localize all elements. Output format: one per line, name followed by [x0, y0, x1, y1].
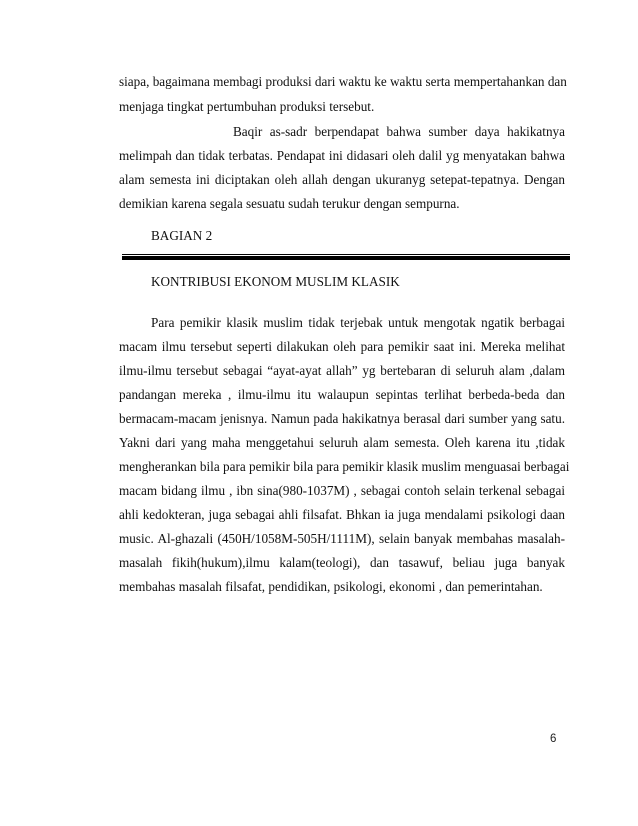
paragraph3-line: mengherankan bila para pemikir bila para pemikir klasik muslim menguasai berbagai [119, 459, 570, 474]
section-divider-thin [122, 254, 570, 255]
page-number: 6 [550, 733, 557, 745]
paragraph1-line-1: siapa, bagaimana membagi produksi dari waktu ke waktu serta mempertahankan dan [119, 74, 567, 89]
paragraph3-line: macam ilmu tersebut seperti dilakukan oleh para pemikir saat ini. Mereka melihat [119, 339, 565, 354]
paragraph2-first-line: Baqir as-sadr berpendapat bahwa sumber daya hakikatnya [233, 124, 565, 139]
paragraph3-line: music. Al-ghazali (450H/1058M-505H/1111M), selain banyak membahas masalah- [119, 531, 565, 546]
paragraph2-line-2: melimpah dan tidak terbatas. Pendapat ini didasari oleh dalil yg menyatakan bahwa [119, 148, 565, 163]
section-divider-thick [122, 256, 570, 260]
paragraph1-line-2: menjaga tingkat pertumbuhan produksi tersebut. [119, 99, 375, 114]
paragraph3-line: masalah fikih(hukum),ilmu kalam(teologi), dan tasawuf, beliau juga banyak [119, 555, 565, 570]
paragraph3-line: pandangan mereka , ilmu-ilmu itu walaupun sepintas terlihat berbeda-beda dan [119, 387, 565, 402]
section-title: KONTRIBUSI EKONOM MUSLIM KLASIK [151, 274, 400, 289]
paragraph3-line: macam bidang ilmu , ibn sina(980-1037M) , sebagai contoh selain terkenal sebagai [119, 483, 565, 498]
paragraph3-first-line: Para pemikir klasik muslim tidak terjebak untuk mengotak ngatik berbagai [151, 315, 565, 330]
paragraph2-line-4: demikian karena segala sesuatu sudah terukur dengan sempurna. [119, 196, 460, 211]
paragraph3-line: bermacam-macam jenisnya. Namun pada hakikatnya berasal dari sumber yang satu. [119, 411, 565, 426]
section-label: BAGIAN 2 [151, 228, 213, 243]
paragraph3-line: ahli kedokteran, juga sebagai ahli filsafat. Bhkan ia juga mendalami psikologi daan [119, 507, 565, 522]
paragraph3-last-line: membahas masalah filsafat, pendidikan, psikologi, ekonomi , dan pemerintahan. [119, 579, 543, 594]
paragraph2-line-3: alam semesta ini diciptakan oleh allah dengan ukuranyg setepat-tepatnya. Dengan [119, 172, 565, 187]
paragraph3-line: ilmu-ilmu tersebut sebagai “ayat-ayat allah” yg bertebaran di seluruh alam ,dalam [119, 363, 565, 378]
paragraph3-line: Yakni dari yang maha menggetahui seluruh alam semesta. Oleh karena itu ,tidak [119, 435, 565, 450]
